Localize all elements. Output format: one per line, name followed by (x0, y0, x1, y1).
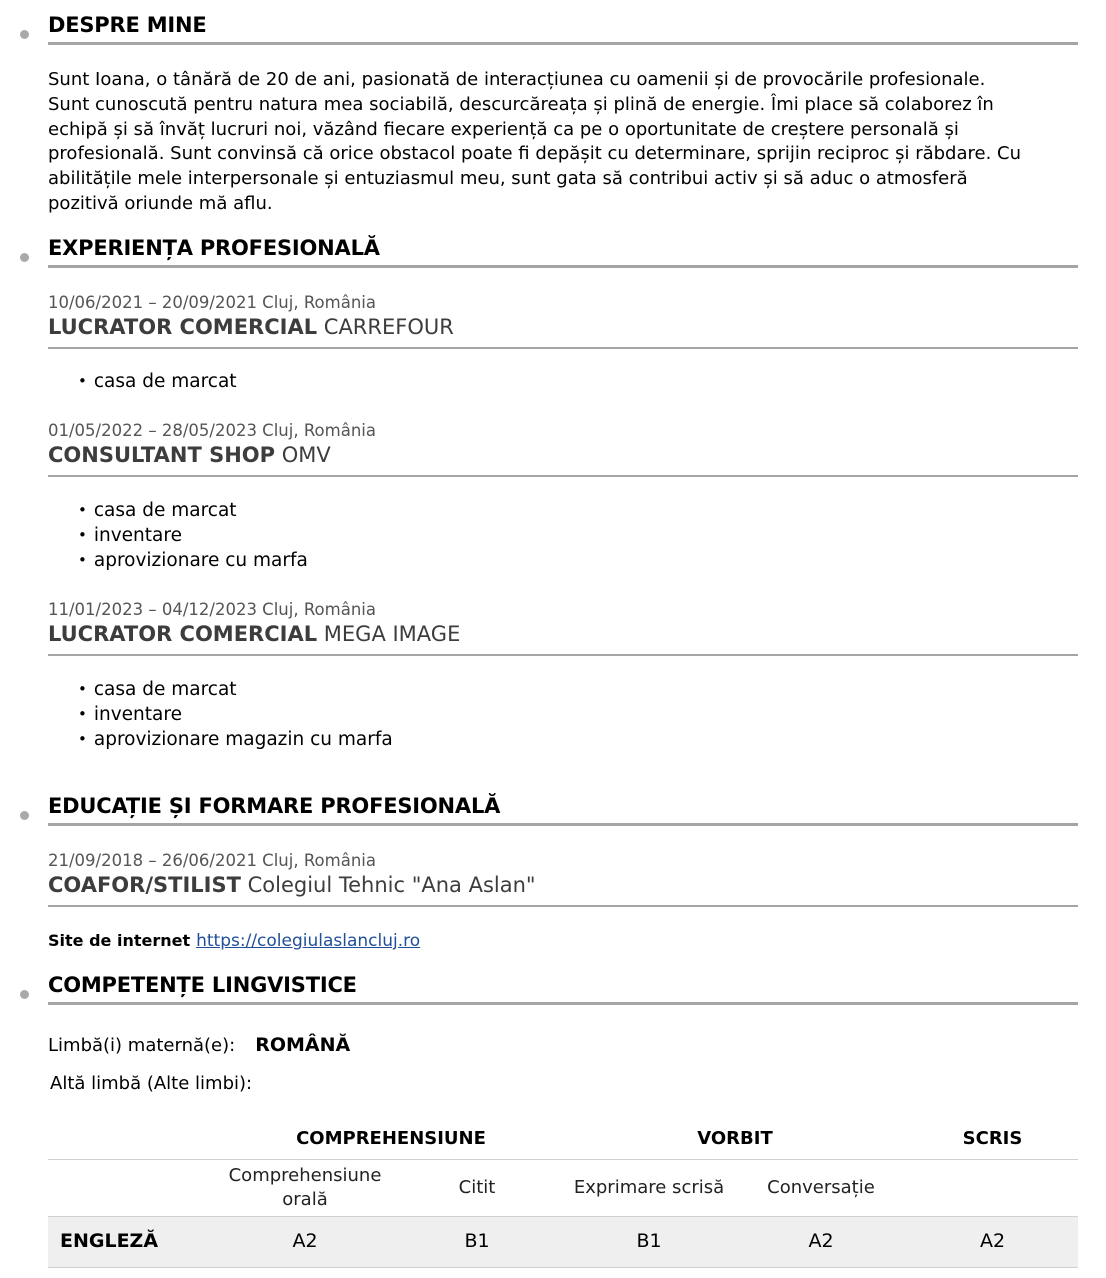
section-title: COMPETENȚE LINGVISTICE (48, 973, 357, 997)
education-school: Colegiul Tehnic "Ana Aslan" (247, 873, 536, 897)
about-text: Sunt Ioana, o tânără de 20 de ani, pasionată de interacțiunea cu oamenii și de provocările profesionale. Sunt cunoscută pentru natura mea sociabilă, descurcăreața și plină de energie. Îmi place să colaborez în echipă și să învăț lucruri noi, văzând fiecare experiență ca pe o oportunitate de creștere personală și profesională. Sunt convinsă că orice obstacol poate fi depășit cu determinare, sprijin reciproc și răbdare. Cu abilitățile mele interpersonale și entuziasmul meu, sunt gata să contribui activ și să aduc o atmosferă pozitivă oriunde mă aflu. (48, 69, 1022, 214)
level-writing: A2 (979, 1230, 1006, 1252)
subheader-listening: Comprehensiune orală (228, 1165, 382, 1210)
section-title: DESPRE MINE (48, 13, 207, 37)
list-item: • inventare (78, 703, 393, 728)
education-website (48, 931, 420, 951)
job-heading (48, 315, 1078, 349)
job-title: CONSULTANT SHOP (48, 443, 276, 467)
language-table (48, 1118, 1078, 1268)
level-reading: B1 (464, 1230, 490, 1252)
job-meta: 01/05/2022 – 28/05/2023 Cluj, România (48, 421, 376, 440)
list-item: • casa de marcat (78, 370, 237, 395)
job-heading (48, 622, 1078, 656)
website-label: Site de internet (48, 931, 191, 950)
section-about-header (48, 12, 1078, 45)
level-writing-expression: B1 (636, 1230, 662, 1252)
job-title: LUCRATOR COMERCIAL (48, 315, 318, 339)
list-item: • casa de marcat (78, 499, 308, 524)
section-title: EDUCAȚIE ȘI FORMARE PROFESIONALĂ (48, 794, 501, 818)
job-duties (78, 370, 237, 395)
level-listening: A2 (292, 1230, 318, 1252)
section-title: EXPERIENȚA PROFESIONALĂ (48, 236, 380, 260)
other-languages-label: Altă limbă (Alte limbi): (50, 1073, 253, 1094)
subheader-reading: Citit (458, 1177, 496, 1198)
section-education-header (48, 793, 1078, 826)
subheader-conversation: Conversație (767, 1177, 875, 1198)
table-sub-header (48, 1160, 1078, 1217)
job-title: LUCRATOR COMERCIAL (48, 622, 318, 646)
job-duties (78, 678, 393, 752)
education-meta: 21/09/2018 – 26/06/2021 Cluj, România (48, 851, 376, 870)
list-item: • casa de marcat (78, 678, 393, 703)
list-item: • aprovizionare cu marfa (78, 549, 308, 574)
job-meta: 11/01/2023 – 04/12/2023 Cluj, România (48, 600, 376, 619)
group-header-written: SCRIS (962, 1128, 1023, 1149)
job-duties (78, 499, 308, 573)
website-link[interactable]: https://colegiulaslancluj.ro (196, 931, 421, 951)
job-meta: 10/06/2021 – 20/09/2021 Cluj, România (48, 293, 376, 312)
section-languages-header (48, 972, 1078, 1005)
group-header-comprehension: COMPREHENSIUNE (296, 1128, 486, 1149)
table-group-header (48, 1118, 1078, 1160)
table-row (48, 1217, 1078, 1268)
education-heading (48, 873, 1078, 907)
section-experience-header (48, 235, 1078, 268)
job-employer: MEGA IMAGE (323, 622, 461, 646)
mother-tongue-label: Limbă(i) maternă(e): (48, 1035, 236, 1056)
section-bullet-icon (20, 990, 29, 999)
job-employer: OMV (281, 443, 331, 467)
list-item: • aprovizionare magazin cu marfa (78, 728, 393, 753)
mother-tongue (48, 1034, 350, 1056)
section-bullet-icon (20, 253, 29, 262)
list-item: • inventare (78, 524, 308, 549)
section-bullet-icon (20, 811, 29, 820)
mother-tongue-value: ROMÂNĂ (255, 1034, 351, 1056)
education-title: COAFOR/STILIST (48, 873, 241, 897)
language-name: ENGLEZĂ (60, 1230, 159, 1252)
job-employer: CARREFOUR (323, 315, 454, 339)
level-conversation: A2 (808, 1230, 834, 1252)
job-heading (48, 443, 1078, 477)
subheader-writing-expression: Exprimare scrisă (573, 1177, 725, 1198)
group-header-spoken: VORBIT (697, 1128, 773, 1149)
section-bullet-icon (20, 30, 29, 39)
